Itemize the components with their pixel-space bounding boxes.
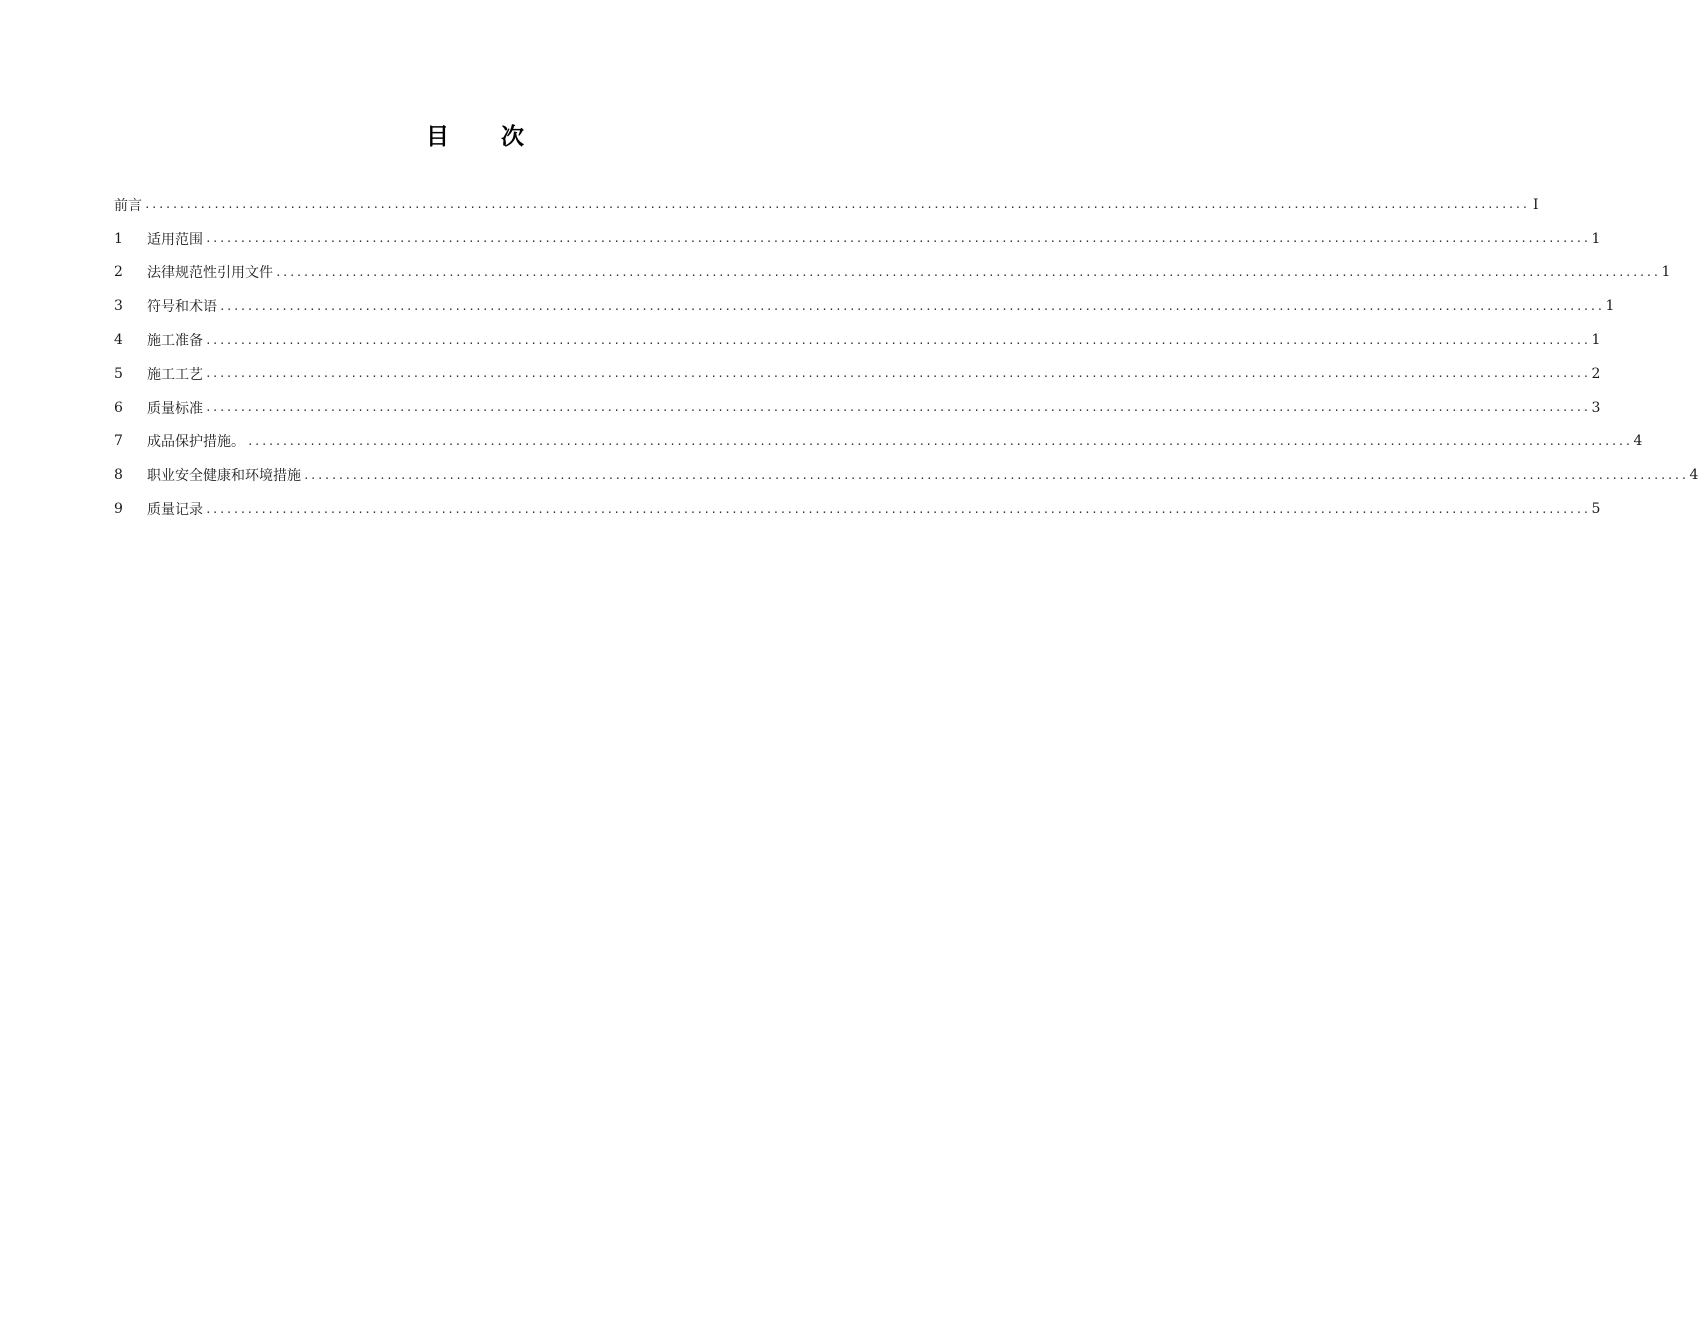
toc-entry-label: 施工准备 [147,333,203,350]
toc-entry-preface[interactable] [114,188,1539,222]
toc-entry-label: 法律规范性引用文件 [147,265,273,282]
toc-entry-number: 7 [114,433,123,450]
toc-entry[interactable] [114,492,1601,526]
toc-entry-page: 1 [1591,230,1601,247]
toc-leader-dots: ........................................................................................................................................................................................................ [205,502,1590,516]
toc-entry-number: 3 [114,298,123,315]
toc-entry-label: 职业安全健康和环境措施 [147,468,301,485]
toc-entry-number: 8 [114,467,123,484]
toc-entry[interactable] [114,289,1615,323]
toc-entry-page: 5 [1591,501,1601,518]
toc-entry-label: 适用范围 [147,231,203,248]
toc-entry-page: 1 [1605,298,1615,315]
toc-entry-label: 质量标准 [147,400,203,417]
toc-entry[interactable] [114,323,1601,357]
toc-leader-dots: ........................................................................................................................................................................................................ [205,333,1590,347]
toc-entry-label: 施工工艺 [147,366,203,383]
toc-entry-page: 4 [1633,433,1643,450]
toc-leader-dots: ........................................................................................................................................................................................................ [144,198,1529,212]
toc-entry-label: 符号和术语 [147,299,217,316]
table-of-contents [114,188,1698,526]
toc-entry-number: 4 [114,332,123,349]
toc-leader-dots: ........................................................................................................................................................................................................ [247,434,1632,448]
toc-entry[interactable] [114,222,1601,256]
toc-leader-dots: ........................................................................................................................................................................................................ [205,232,1590,246]
toc-entry-label [114,195,142,215]
toc-entry-page: 2 [1591,365,1601,382]
toc-entry-page: 4 [1689,467,1698,484]
toc-entry-page: 1 [1661,264,1671,281]
toc-entry[interactable] [114,357,1601,391]
toc-entry[interactable] [114,256,1671,290]
toc-entry-page: 1 [1591,332,1601,349]
toc-entry-number: 9 [114,501,123,518]
toc-leader-dots: ........................................................................................................................................................................................................ [205,367,1590,381]
toc-leader-dots: ........................................................................................................................................................................................................ [205,401,1590,415]
toc-entry-number: 1 [114,230,123,247]
toc-entry-page: 3 [1591,399,1601,416]
toc-entry[interactable] [114,391,1601,425]
toc-preface-char-1: 前 [114,197,128,214]
toc-entry-page: I [1532,196,1539,213]
toc-entry-number: 2 [114,264,123,281]
page-title [0,114,950,154]
toc-preface-char-2: 言 [128,197,142,214]
toc-entry[interactable] [114,425,1643,459]
toc-leader-dots: ........................................................................................................................................................................................................ [219,299,1604,313]
page-title-char-1: 目 [426,123,449,150]
page-title-char-2: 次 [501,123,524,150]
toc-entry-label: 质量记录 [147,502,203,519]
toc-leader-dots: ........................................................................................................................................................................................................ [275,265,1660,279]
toc-entry-number: 6 [114,399,123,416]
toc-entry[interactable] [114,458,1698,492]
toc-leader-dots: ........................................................................................................................................................................................................ [303,468,1688,482]
toc-entry-label: 成品保护措施。 [147,434,245,451]
toc-entry-number: 5 [114,365,123,382]
